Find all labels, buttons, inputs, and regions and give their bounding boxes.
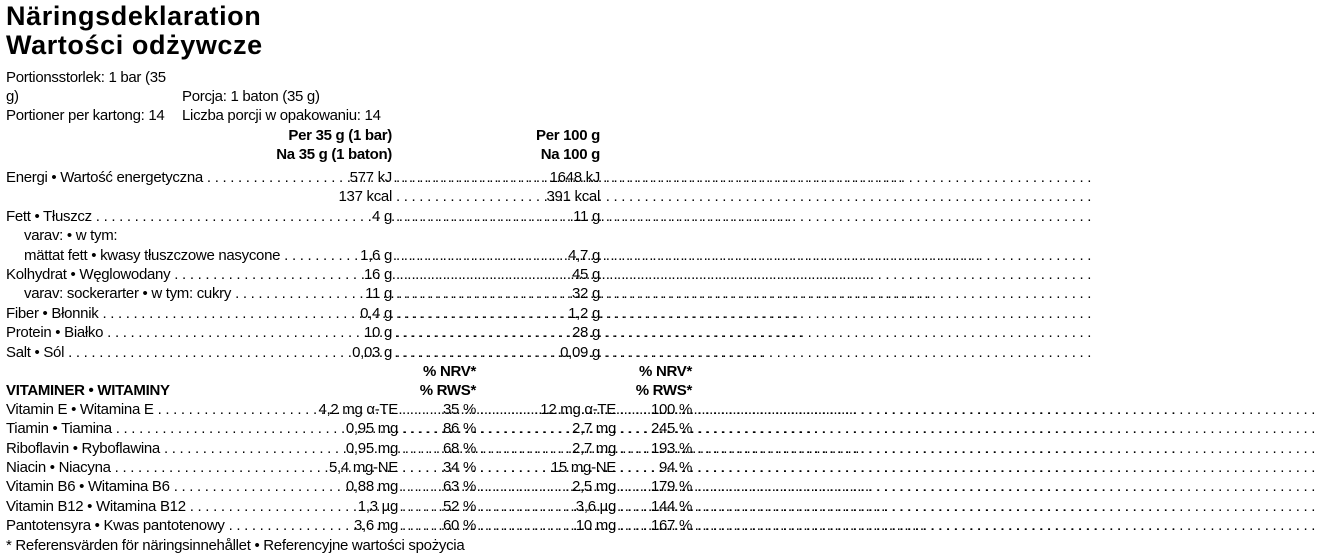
dot-leader <box>620 419 647 438</box>
dot-leader <box>620 458 655 477</box>
serving-size-sv: Portionsstorlek: 1 bar (35 g) <box>6 69 166 105</box>
vitamin-label: Riboflavin • Ryboflawina <box>6 439 160 457</box>
amount-per100: 2,7 mg <box>571 420 616 438</box>
dot-leader <box>396 168 546 187</box>
dot-leader <box>396 304 564 323</box>
percent-nrv-per35: 86 % <box>443 420 476 438</box>
dot-leader <box>620 439 647 458</box>
table-row-sugars <box>6 284 700 303</box>
value-per100: 11 g <box>573 207 600 225</box>
dot-leader <box>107 323 360 342</box>
nrv-label-col1: % NRV* <box>423 363 476 381</box>
value-per100: 32 g <box>572 285 600 303</box>
column-header-row <box>6 146 700 165</box>
nutrient-label: Fiber • Błonnik <box>6 304 99 322</box>
nutrient-label: Fett • Tłuszcz <box>6 207 92 225</box>
value-per100: 0,09 g <box>560 343 600 361</box>
amount-per100: 12 mg α-TE <box>540 401 616 419</box>
dot-leader <box>402 400 439 419</box>
vitamin-label: Vitamin E • Witamina E <box>6 401 154 419</box>
vitamin-label: Vitamin B6 • Witamina B6 <box>6 478 170 496</box>
dot-leader <box>480 400 536 419</box>
reference-footnote: * Referensvärden för näringsinnehållet • Referencyjne wartości spożycia <box>6 537 465 555</box>
percent-nrv-per35: 68 % <box>443 439 476 457</box>
rws-header-row <box>6 381 700 400</box>
percent-nrv-per100: 179 % <box>650 478 692 496</box>
vitamin-label: Pantotensyra • Kwas pantotenowy <box>6 516 225 534</box>
percent-nrv-per100: 144 % <box>650 497 692 515</box>
nutrient-label: Energi • Wartość energetyczna <box>6 169 203 186</box>
dot-leader <box>480 419 568 438</box>
table-row-carbohydrate <box>6 265 700 284</box>
vitamins-section-heading: VITAMINER • WITAMINY <box>6 382 170 400</box>
percent-nrv-per100: 94 % <box>659 458 692 476</box>
table-row-niacin <box>6 458 700 477</box>
dot-leader <box>174 265 360 284</box>
table-row-fibre <box>6 304 700 323</box>
dot-leader <box>174 477 342 496</box>
dot-leader <box>396 323 568 342</box>
percent-nrv-per100: 245 % <box>650 420 692 438</box>
col-per100-pl: Na 100 g <box>540 145 600 163</box>
dot-leader <box>402 419 439 438</box>
nutrient-label: mättat fett • kwasy tłuszczowe nasycone <box>24 246 281 264</box>
title-line-pl: Wartości odżywcze <box>6 30 263 60</box>
vitamin-label: Tiamin • Tiamina <box>6 420 112 438</box>
dot-leader <box>620 497 647 516</box>
table-row-vitamin-b6 <box>6 477 700 496</box>
vitamin-label: Niacin • Niacyna <box>6 458 111 476</box>
table-row-thiamin <box>6 419 700 438</box>
amount-per100: 15 mg-NE <box>550 458 616 476</box>
dot-leader <box>102 304 356 323</box>
amount-per35: 3,6 mg <box>353 516 398 534</box>
table-row-saturated-fat <box>6 246 700 265</box>
percent-nrv-per35: 34 % <box>443 458 476 476</box>
dot-leader <box>396 265 568 284</box>
column-headers <box>6 127 700 164</box>
percent-header <box>6 362 700 400</box>
dot-leader <box>396 207 569 226</box>
value-per35: 16 g <box>364 266 392 284</box>
dot-leader <box>164 439 342 458</box>
table-row-of-which <box>6 226 700 245</box>
nutrient-label: varav: sockerarter • w tym: cukry <box>24 285 232 303</box>
table-row-riboflavin <box>6 439 700 458</box>
dot-leader <box>620 477 647 496</box>
value-per35: 0,4 g <box>360 304 392 322</box>
dot-leader <box>402 516 439 535</box>
dot-leader <box>96 207 368 226</box>
nutrient-label: varav: • w tym: <box>24 227 118 245</box>
value-per100: 45 g <box>572 266 600 284</box>
table-row-energy-kcal <box>6 187 700 206</box>
percent-nrv-per100: 167 % <box>650 516 692 534</box>
page-title <box>6 2 700 60</box>
value-per35: 11 g <box>365 285 392 303</box>
value-per35: 577 kJ <box>349 169 392 186</box>
vitamin-label: Vitamin B12 • Witamina B12 <box>6 497 186 515</box>
value-per35: 137 kcal <box>338 188 392 206</box>
dot-leader <box>402 497 439 516</box>
vitamins-table <box>6 400 700 535</box>
col-per100-sv: Per 100 g <box>535 127 600 144</box>
nutrient-label: Protein • Białko <box>6 324 104 342</box>
dot-leader <box>480 458 547 477</box>
serving-size-row <box>6 68 700 106</box>
nrv-header-row <box>6 362 700 381</box>
percent-nrv-per100: 100 % <box>650 401 692 419</box>
dot-leader <box>402 439 439 458</box>
value-per100: 28 g <box>572 324 600 342</box>
col-per35-pl: Na 35 g (1 baton) <box>276 145 392 163</box>
dot-leader <box>190 497 354 516</box>
servings-per-pack-sv: Portioner per kartong: 14 <box>6 107 165 124</box>
title-line-sv: Näringsdeklaration <box>6 1 262 31</box>
dot-leader <box>158 400 315 419</box>
rws-label-col2: % RWS* <box>635 382 692 400</box>
table-row-vitamin-e <box>6 400 700 419</box>
value-per100: 4,7 g <box>568 246 600 264</box>
value-per100: 1648 kJ <box>549 169 600 186</box>
percent-nrv-per100: 193 % <box>650 439 692 457</box>
percent-nrv-per35: 63 % <box>443 478 476 496</box>
amount-per35: 0,95 mg <box>345 420 398 438</box>
value-per100: 391 kcal <box>546 188 600 206</box>
value-per35: 10 g <box>364 324 392 342</box>
amount-per35: 5,4 mg-NE <box>329 458 398 476</box>
amount-per100: 2,7 mg <box>571 439 616 457</box>
table-row-protein <box>6 323 700 342</box>
dot-leader <box>480 439 568 458</box>
table-row-vitamin-b12 <box>6 497 700 516</box>
amount-per35: 4,2 mg α-TE <box>318 401 398 419</box>
dot-leader <box>620 516 647 535</box>
column-header-row <box>6 127 700 146</box>
table-row-salt <box>6 343 700 362</box>
dot-leader <box>480 477 568 496</box>
servings-per-pack-row <box>6 106 700 125</box>
nutrient-label: Salt • Sól <box>6 343 65 361</box>
value-per35: 0,03 g <box>352 343 392 361</box>
dot-leader <box>402 477 439 496</box>
servings-per-pack-pl: Liczba porcji w opakowaniu: 14 <box>182 107 381 124</box>
dot-leader <box>480 516 572 535</box>
serving-info <box>6 68 700 125</box>
dot-leader <box>396 187 543 206</box>
value-per100: 1,2 g <box>568 304 600 322</box>
dot-leader <box>68 343 348 362</box>
col-per35-sv: Per 35 g (1 bar) <box>288 127 392 144</box>
nutrient-label: Kolhydrat • Węglowodany <box>6 266 171 284</box>
amount-per35: 0,95 mg <box>345 439 398 457</box>
dot-leader <box>402 458 439 477</box>
rws-label-col1: % RWS* <box>419 382 476 400</box>
value-per35: 4 g <box>372 207 392 225</box>
dot-leader <box>480 497 572 516</box>
table-row-energy <box>6 168 700 187</box>
dot-leader <box>115 458 325 477</box>
percent-nrv-per35: 60 % <box>443 516 476 534</box>
dot-leader <box>396 246 564 265</box>
dot-leader <box>396 343 556 362</box>
dot-leader <box>116 419 342 438</box>
amount-per100: 10 mg <box>575 516 616 534</box>
nrv-label-col2: % NRV* <box>639 363 692 381</box>
percent-nrv-per35: 52 % <box>443 497 476 515</box>
table-row-pantothenic-acid <box>6 516 700 535</box>
amount-per35: 1,3 µg <box>357 497 398 515</box>
dot-leader <box>235 284 361 303</box>
dot-leader <box>396 284 568 303</box>
amount-per35: 0,88 mg <box>345 478 398 496</box>
dot-leader <box>207 168 346 187</box>
value-per35: 1,6 g <box>360 246 392 264</box>
dot-leader <box>284 246 356 265</box>
amount-per100: 3,6 µg <box>575 497 616 515</box>
dot-leader <box>229 516 350 535</box>
table-row-fat <box>6 207 700 226</box>
percent-nrv-per35: 35 % <box>443 401 476 419</box>
serving-size-pl: Porcja: 1 baton (35 g) <box>182 88 320 105</box>
amount-per100: 2,5 mg <box>571 478 616 496</box>
nutrition-table <box>6 168 700 362</box>
dot-leader <box>620 400 647 419</box>
